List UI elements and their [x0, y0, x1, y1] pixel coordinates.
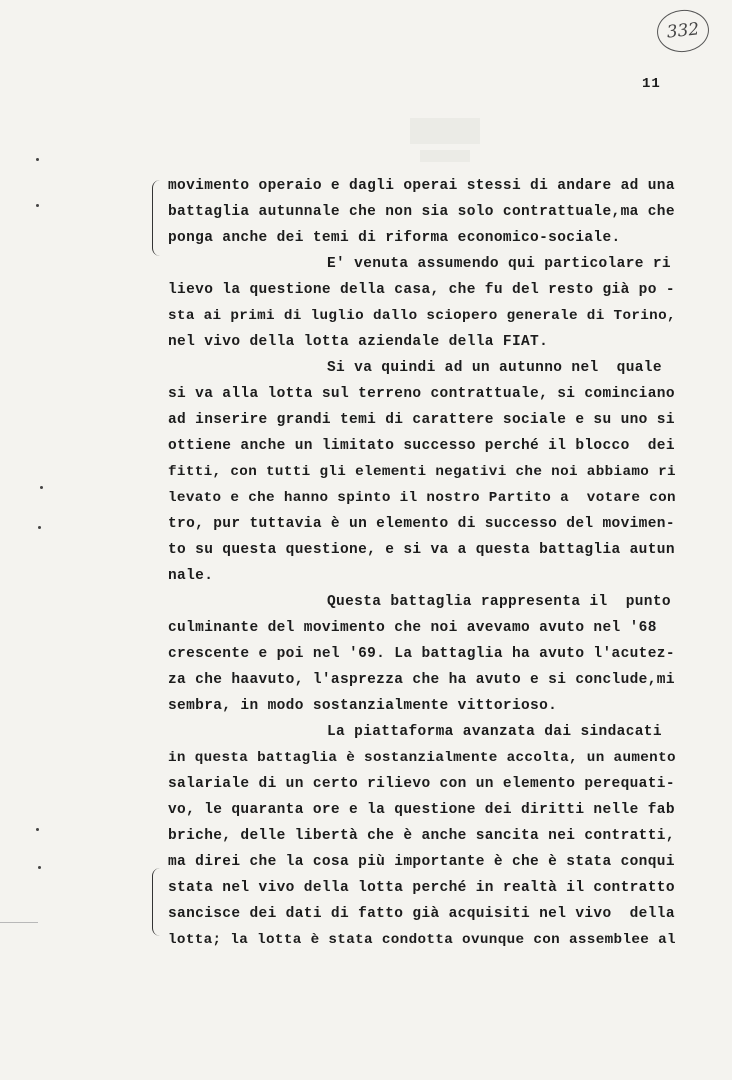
text-line: salariale di un certo rilievo con un elemento perequati- — [168, 776, 675, 792]
text-line: La piattaforma avanzata dai sindacati — [327, 724, 662, 740]
text-line: crescente e poi nel '69. La battaglia ha avuto l'acutez- — [168, 646, 675, 662]
text-line: stata nel vivo della lotta perché in realtà il contratto — [168, 880, 675, 896]
text-line: battaglia autunnale che non sia solo contrattuale,ma che — [168, 204, 675, 220]
text-line: ottiene anche un limitato successo perché il blocco dei — [168, 438, 675, 454]
text-line: E' venuta assumendo qui particolare ri — [327, 256, 671, 272]
text-line: sta ai primi di luglio dallo sciopero generale di Torino, — [168, 308, 676, 324]
text-line: culminante del movimento che noi avevamo avuto nel '68 — [168, 620, 657, 636]
text-line: Si va quindi ad un autunno nel quale — [327, 360, 662, 376]
text-line: levato e che hanno spinto il nostro Partito a votare con — [168, 490, 676, 506]
margin-rule — [0, 922, 38, 923]
margin-speck — [36, 158, 39, 161]
archive-number: 332 — [665, 19, 701, 43]
text-line: lievo la questione della casa, che fu del resto già po - — [168, 282, 675, 298]
text-line: tro, pur tuttavia è un elemento di successo del movimen- — [168, 516, 675, 532]
text-line: ponga anche dei temi di riforma economico-sociale. — [168, 230, 621, 246]
text-line: fitti, con tutti gli elementi negativi che noi abbiamo ri — [168, 464, 676, 480]
text-line: sancisce dei dati di fatto già acquisiti nel vivo della — [168, 906, 675, 922]
archive-stamp — [655, 7, 711, 54]
text-line: to su questa questione, e si va a questa battaglia autun — [168, 542, 675, 558]
margin-bracket-bottom — [152, 868, 163, 936]
text-line: in questa battaglia è sostanzialmente accolta, un aumento — [168, 750, 676, 766]
text-line: vo, le quaranta ore e la questione dei diritti nelle fab — [168, 802, 675, 818]
margin-speck — [38, 866, 41, 869]
bleed-through-mark — [420, 150, 470, 162]
text-line: briche, delle libertà che è anche sancita nei contratti, — [168, 828, 675, 844]
bleed-through-mark — [410, 118, 480, 144]
margin-speck — [36, 828, 39, 831]
margin-speck — [38, 526, 41, 529]
margin-speck — [36, 204, 39, 207]
text-line: Questa battaglia rappresenta il punto — [327, 594, 671, 610]
text-line: ma direi che la cosa più importante è che è stata conqui — [168, 854, 675, 870]
margin-bracket-top — [152, 180, 163, 256]
text-line: nel vivo della lotta aziendale della FIAT. — [168, 334, 549, 350]
text-line: nale. — [168, 568, 214, 584]
text-line: za che haavuto, l'asprezza che ha avuto e si conclude,mi — [168, 672, 675, 688]
page-number: 11 — [642, 76, 661, 92]
text-line: ad inserire grandi temi di carattere sociale e su uno si — [168, 412, 675, 428]
text-line: sembra, in modo sostanzialmente vittorioso. — [168, 698, 558, 714]
text-line: si va alla lotta sul terreno contrattuale, si cominciano — [168, 386, 675, 402]
text-line: movimento operaio e dagli operai stessi di andare ad una — [168, 178, 675, 194]
text-line: lotta; la lotta è stata condotta ovunque con assemblee al — [168, 932, 676, 948]
margin-speck — [40, 486, 43, 489]
